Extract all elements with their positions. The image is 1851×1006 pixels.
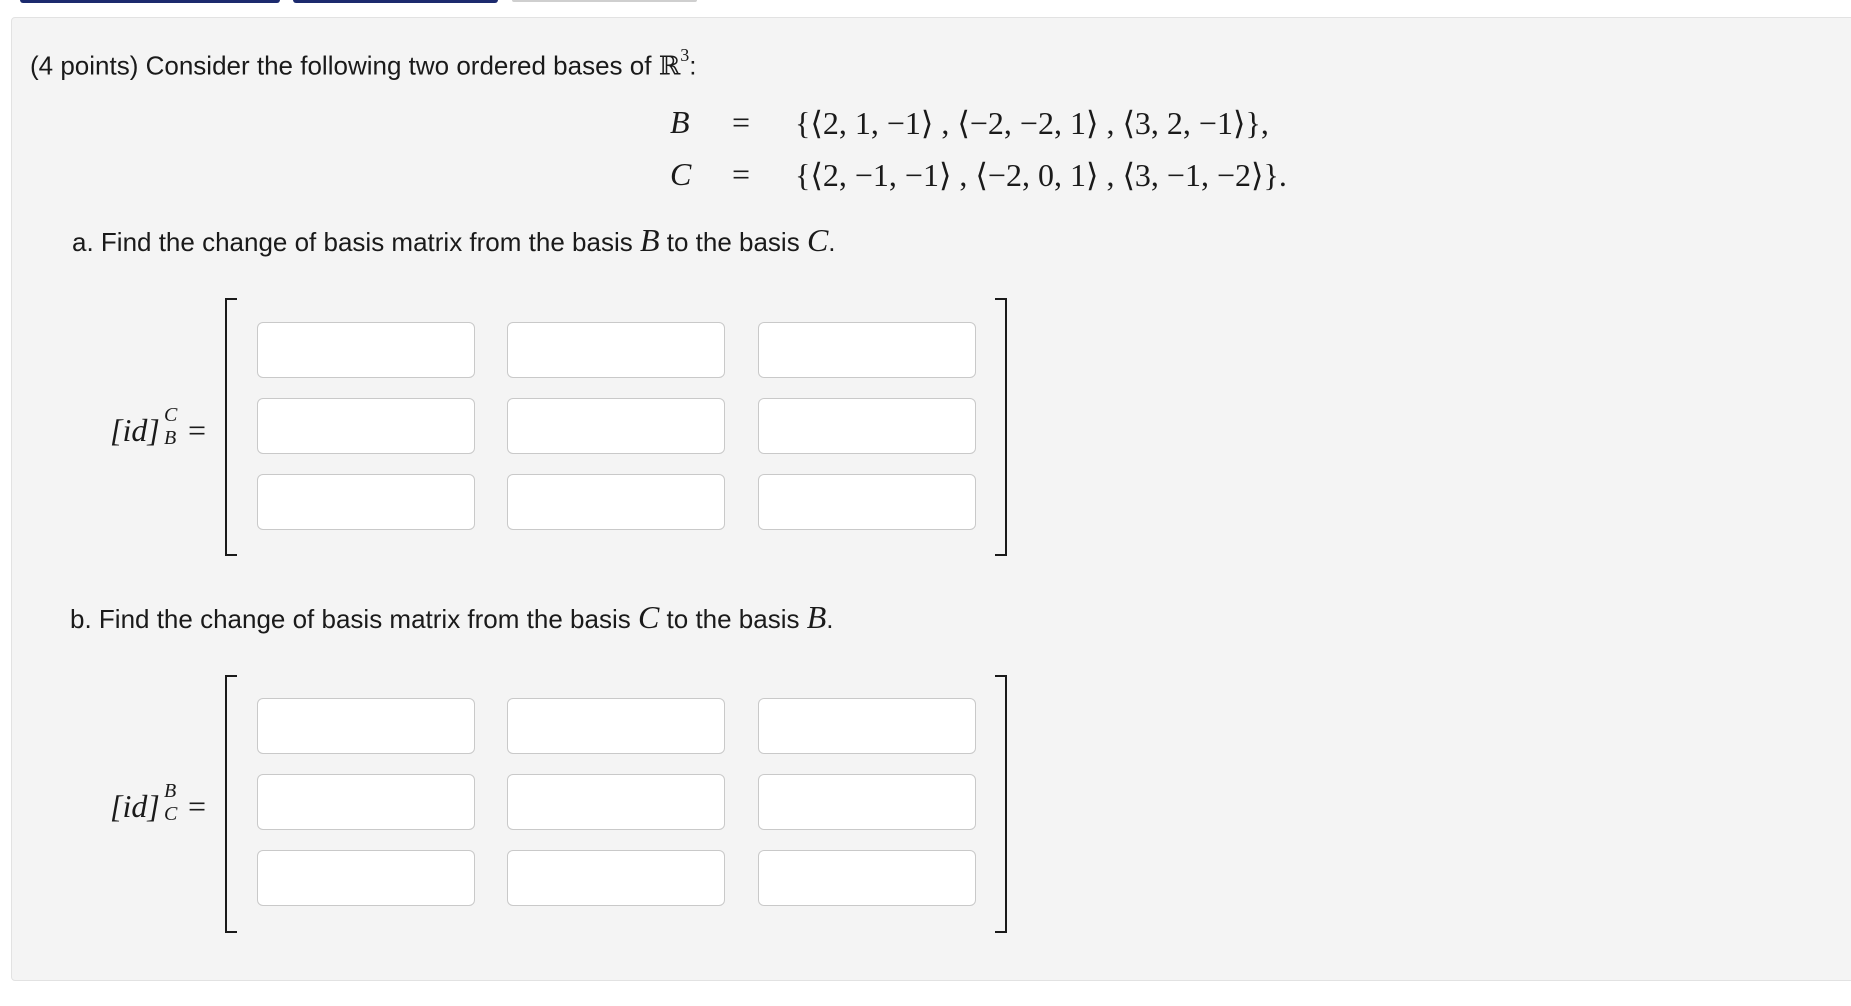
intro-colon: : (689, 50, 697, 81)
basis-b-equals: = (732, 104, 751, 140)
part-b-matrix-entry-r3c1[interactable] (257, 850, 475, 906)
part-b-right-bracket (995, 675, 1007, 933)
problem-intro (30, 40, 697, 86)
part-a-middle: to the basis (666, 227, 800, 257)
part-a-right-bracket (995, 298, 1007, 556)
real-numbers-symbol: ℝ (658, 51, 681, 82)
part-a-lhs-equals: = (188, 412, 207, 448)
part-a-matrix-entry-r1c1[interactable] (257, 322, 475, 378)
part-b-matrix-entry-r2c3[interactable] (758, 774, 976, 830)
part-a-matrix-entry-r3c2[interactable] (507, 474, 725, 530)
part-b-end: . (826, 604, 834, 634)
part-b-lhs-sup: B (164, 780, 177, 802)
part-b-matrix-entry-r1c3[interactable] (758, 698, 976, 754)
part-b-matrix-entry-r3c2[interactable] (507, 850, 725, 906)
part-b-matrix-entry-r1c2[interactable] (507, 698, 725, 754)
part-a-from-basis: B (639, 222, 660, 258)
part-a-matrix-entry-r2c3[interactable] (758, 398, 976, 454)
part-b-matrix-entry-r3c3[interactable] (758, 850, 976, 906)
part-a-to-basis: C (806, 222, 829, 258)
part-a-matrix-lhs (110, 404, 207, 449)
top-tab-1[interactable] (20, 0, 280, 3)
part-a-left-bracket (225, 298, 237, 556)
part-a-lhs-sup: C (164, 404, 178, 426)
part-b-to-basis: B (806, 599, 827, 635)
part-a-matrix-entry-r3c1[interactable] (257, 474, 475, 530)
part-a-matrix-entry-r2c2[interactable] (507, 398, 725, 454)
part-b-matrix-lhs (110, 780, 207, 825)
top-tab-2[interactable] (293, 0, 498, 3)
part-b-matrix-entry-r1c1[interactable] (257, 698, 475, 754)
part-a-lhs-main: [id] (110, 412, 160, 448)
basis-c-equals: = (732, 156, 751, 192)
part-b-from-basis: C (637, 599, 660, 635)
basis-b-set: {⟨2, 1, −1⟩ , ⟨−2, −2, 1⟩ , ⟨3, 2, −1⟩}, (795, 105, 1269, 141)
part-a-matrix-entry-r1c3[interactable] (758, 322, 976, 378)
part-b-middle: to the basis (666, 604, 800, 634)
part-a-matrix-entry-r3c3[interactable] (758, 474, 976, 530)
part-a-question (72, 222, 836, 259)
basis-b-name: B (670, 104, 690, 140)
part-b-lhs-equals: = (188, 788, 207, 824)
part-b-matrix-entry-r2c1[interactable] (257, 774, 475, 830)
part-a-end: . (828, 227, 836, 257)
part-b-matrix-entry-r2c2[interactable] (507, 774, 725, 830)
part-b-lhs-sub: C (164, 803, 178, 825)
part-b-lhs-main: [id] (110, 788, 160, 824)
part-a-matrix-entry-r1c2[interactable] (507, 322, 725, 378)
part-b-left-bracket (225, 675, 237, 933)
part-b-prefix: b. Find the change of basis matrix from the basis (70, 604, 631, 634)
top-tab-3[interactable] (512, 0, 697, 2)
basis-c-name: C (670, 156, 692, 192)
part-a-lhs-sub: B (164, 427, 177, 449)
part-a-matrix-entry-r2c1[interactable] (257, 398, 475, 454)
intro-text: (4 points) Consider the following two ordered bases of (30, 50, 652, 81)
basis-c-set: {⟨2, −1, −1⟩ , ⟨−2, 0, 1⟩ , ⟨3, −1, −2⟩}. (795, 157, 1287, 193)
part-a-prefix: a. Find the change of basis matrix from the basis (72, 227, 633, 257)
real-exponent: 3 (680, 45, 690, 65)
part-b-question (70, 599, 834, 636)
